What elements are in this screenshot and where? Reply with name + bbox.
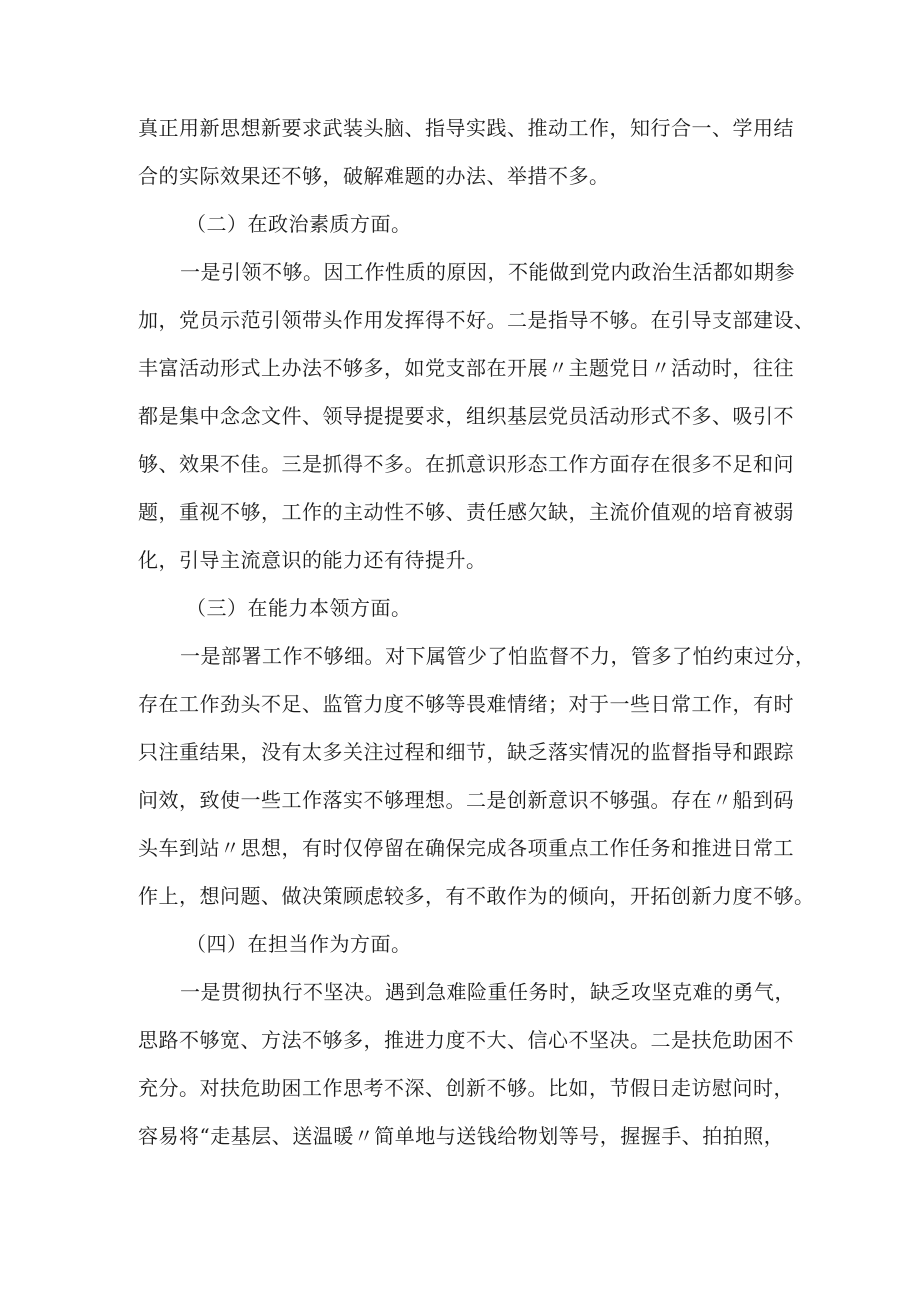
paragraph-line: 真正用新思想新要求武装头脑、指导实践、推动工作，知行合一、学用结 xyxy=(138,116,794,140)
paragraph-line: 容易将“走基层、送温暖〃简单地与送钱给物划等号，握握手、拍拍照， xyxy=(138,1124,785,1148)
paragraph-line: 加，党员示范引领带头作用发挥得不好。二是指导不够。在引导支部建设、 xyxy=(138,308,815,332)
paragraph-line: 头车到站〃思想，有时仅停留在确保完成各项重点工作任务和推进日常工 xyxy=(138,836,794,860)
paragraph-line: 思路不够宽、方法不够多，推进力度不大、信心不坚决。二是扶危助困不 xyxy=(138,1028,794,1052)
paragraph-line: 一是贯彻执行不坚决。遇到急难险重任务时，缺乏攻坚克难的勇气， xyxy=(180,980,795,1004)
section-heading-ability: （三）在能力本领方面。 xyxy=(186,596,412,620)
paragraph-line: 充分。对扶危助困工作思考不深、创新不够。比如，节假日走访慰问时， xyxy=(138,1076,794,1100)
paragraph-line: 作上，想问题、做决策顾虑较多，有不敢作为的倾向，开拓创新力度不够。 xyxy=(138,884,815,908)
paragraph-line: 只注重结果，没有太多关注过程和细节，缺乏落实情况的监督指导和跟踪 xyxy=(138,740,794,764)
paragraph-line: 化，引导主流意识的能力还有待提升。 xyxy=(138,548,487,572)
section-heading-political: （二）在政治素质方面。 xyxy=(186,212,412,236)
paragraph-line: 合的实际效果还不够，破解难题的办法、举措不多。 xyxy=(138,164,610,188)
paragraph-line: 都是集中念念文件、领导提提要求，组织基层党员活动形式不多、吸引不 xyxy=(138,404,794,428)
paragraph-line: 存在工作劲头不足、监管力度不够等畏难情绪；对于一些日常工作，有时 xyxy=(138,692,794,716)
paragraph-line: 题，重视不够，工作的主动性不够、责任感欠缺，主流价值观的培育被弱 xyxy=(138,500,794,524)
paragraph-line: 一是引领不够。因工作性质的原因，不能做到党内政治生活都如期参 xyxy=(180,260,795,284)
paragraph-line: 丰富活动形式上办法不够多，如党支部在开展〃主题党日〃活动时，往往 xyxy=(138,356,794,380)
paragraph-line: 问效，致使一些工作落实不够理想。二是创新意识不够强。存在〃船到码 xyxy=(138,788,794,812)
paragraph-line: 一是部署工作不够细。对下属管少了怕监督不力，管多了怕约束过分， xyxy=(180,644,816,668)
section-heading-responsibility: （四）在担当作为方面。 xyxy=(186,932,412,956)
paragraph-line: 够、效果不佳。三是抓得不多。在抓意识形态工作方面存在很多不足和问 xyxy=(138,452,794,476)
